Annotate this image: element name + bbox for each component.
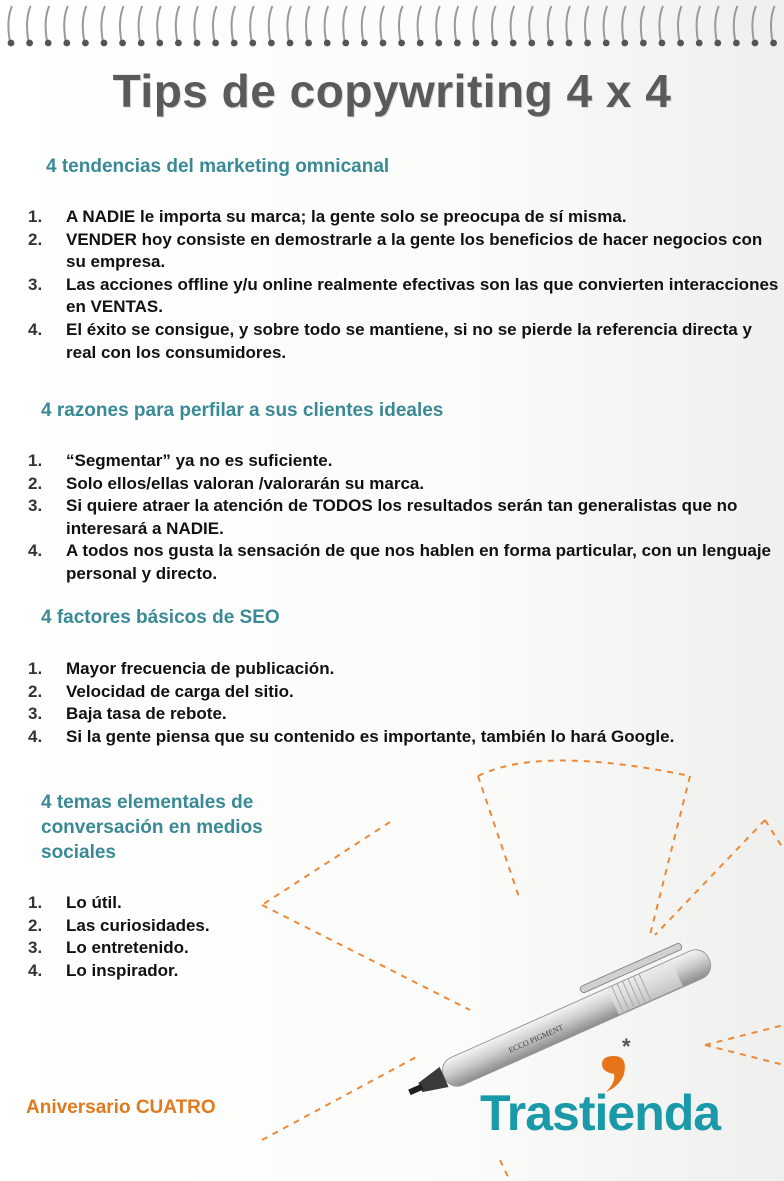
list-text: VENDER hoy consiste en demostrarle a la gente los beneficios de hacer negocios con su empresa. bbox=[66, 229, 763, 272]
spiral-ring bbox=[771, 6, 775, 42]
list-number: 3. bbox=[28, 938, 43, 958]
section-seo-factors bbox=[28, 605, 780, 748]
spiral-hole bbox=[342, 40, 349, 47]
list-number: 4. bbox=[28, 960, 43, 980]
spiral-hole bbox=[584, 40, 591, 47]
list-item bbox=[28, 450, 780, 473]
list-text: Velocidad de carga del sitio. bbox=[66, 681, 294, 701]
list-number: 2. bbox=[28, 681, 43, 701]
spiral-ring bbox=[8, 6, 12, 42]
spiral-hole bbox=[138, 40, 145, 47]
list-number: 1. bbox=[28, 893, 43, 912]
spiral-ring bbox=[362, 6, 366, 42]
section-list bbox=[28, 450, 780, 586]
svg-text:ECCO PIGMENT: ECCO PIGMENT bbox=[507, 1022, 565, 1055]
spiral-hole bbox=[491, 40, 498, 47]
spiral-hole bbox=[156, 40, 163, 47]
section-title: 4 razones para perfilar a sus clientes ideales bbox=[41, 400, 444, 421]
spiral-ring bbox=[120, 6, 124, 42]
spiral-hole bbox=[398, 40, 405, 47]
pen-illustration bbox=[392, 935, 752, 1105]
list-item bbox=[28, 892, 780, 915]
spiral-hole bbox=[380, 40, 387, 47]
list-text: Solo ellos/ellas valoran /valorarán su marca. bbox=[66, 473, 425, 493]
footer-anniversary-text: Aniversario CUATRO bbox=[26, 1097, 216, 1118]
spiral-hole bbox=[733, 40, 740, 47]
spiral-hole bbox=[547, 40, 554, 47]
spiral-hole bbox=[621, 40, 628, 47]
spiral-hole bbox=[659, 40, 666, 47]
list-item bbox=[28, 540, 780, 585]
svg-text:*: * bbox=[622, 1034, 631, 1059]
spiral-hole bbox=[435, 40, 442, 47]
spiral-ring bbox=[46, 6, 50, 42]
list-number: 3. bbox=[28, 704, 43, 724]
list-text: Si quiere atraer la atención de TODOS los resultados serán tan generalistas que no interesará a NADIE. bbox=[66, 496, 738, 538]
spiral-hole bbox=[510, 40, 517, 47]
spiral-ring bbox=[325, 6, 329, 42]
section-list bbox=[28, 206, 780, 364]
spiral-hole bbox=[305, 40, 312, 47]
list-text: Las curiosidades. bbox=[66, 915, 210, 935]
section-title: 4 factores básicos de SEO bbox=[41, 607, 280, 628]
list-number: 1. bbox=[28, 451, 43, 470]
section-omnichannel-trends bbox=[28, 154, 780, 364]
spiral-hole bbox=[82, 40, 89, 47]
spiral-hole bbox=[770, 40, 777, 47]
spiral-hole bbox=[101, 40, 108, 47]
section-ideal-clients bbox=[28, 398, 780, 586]
spiral-hole bbox=[454, 40, 461, 47]
spiral-ring bbox=[511, 6, 515, 42]
spiral-hole bbox=[231, 40, 238, 47]
list-text: Las acciones offline y/u online realmente efectivas son las que convierten interacciones en VENTAS. bbox=[66, 274, 779, 317]
spiral-hole bbox=[249, 40, 256, 47]
spiral-hole bbox=[287, 40, 294, 47]
list-number: 3. bbox=[28, 274, 43, 294]
spiral-hole bbox=[63, 40, 70, 47]
list-item bbox=[28, 726, 780, 749]
section-title: 4 temas elementales de conversación en medios sociales bbox=[41, 792, 263, 863]
spiral-ring bbox=[287, 6, 291, 42]
list-item bbox=[28, 319, 780, 364]
list-number: 4. bbox=[28, 319, 43, 339]
spiral-ring bbox=[101, 6, 105, 42]
spiral-hole bbox=[361, 40, 368, 47]
spiral-ring bbox=[64, 6, 68, 42]
list-text: Lo entretenido. bbox=[66, 938, 189, 958]
spiral-hole bbox=[603, 40, 610, 47]
spiral-ring bbox=[604, 6, 608, 42]
spiral-hole bbox=[26, 40, 33, 47]
list-item bbox=[28, 681, 780, 704]
spiral-ring bbox=[139, 6, 143, 42]
spiral-ring bbox=[697, 6, 701, 42]
spiral-ring bbox=[455, 6, 459, 42]
page-title: Tips de copywriting 4 x 4 bbox=[112, 65, 672, 117]
spiral-ring bbox=[213, 6, 217, 42]
list-item bbox=[28, 658, 780, 681]
section-list bbox=[28, 658, 780, 748]
spiral-hole bbox=[528, 40, 535, 47]
spiral-hole bbox=[473, 40, 480, 47]
list-text: “Segmentar” ya no es suficiente. bbox=[66, 451, 333, 470]
list-number: 4. bbox=[28, 541, 43, 561]
spiral-ring bbox=[436, 6, 440, 42]
spiral-ring bbox=[306, 6, 310, 42]
spiral-hole bbox=[677, 40, 684, 47]
list-item bbox=[28, 915, 780, 938]
spiral-ring bbox=[529, 6, 533, 42]
spiral-ring bbox=[399, 6, 403, 42]
list-text: A NADIE le importa su marca; la gente solo se preocupa de sí misma. bbox=[66, 207, 627, 226]
list-text: Baja tasa de rebote. bbox=[66, 704, 227, 724]
list-number: 1. bbox=[28, 207, 43, 226]
list-item bbox=[28, 274, 780, 319]
spiral-ring bbox=[585, 6, 589, 42]
list-item bbox=[28, 229, 780, 274]
list-text: Lo inspirador. bbox=[66, 960, 179, 980]
spiral-hole bbox=[175, 40, 182, 47]
list-number: 2. bbox=[28, 473, 43, 493]
spiral-hole bbox=[45, 40, 52, 47]
list-item bbox=[28, 495, 780, 540]
list-text: Lo útil. bbox=[66, 893, 122, 912]
brand-logo-text: Trastienda bbox=[480, 1085, 721, 1141]
spiral-ring bbox=[176, 6, 180, 42]
spiral-hole bbox=[566, 40, 573, 47]
list-item bbox=[28, 206, 780, 229]
spiral-ring bbox=[27, 6, 31, 42]
spiral-hole bbox=[640, 40, 647, 47]
list-number: 2. bbox=[28, 915, 43, 935]
spiral-ring bbox=[157, 6, 161, 42]
spiral-ring bbox=[380, 6, 384, 42]
spiral-binding bbox=[0, 0, 784, 52]
spiral-hole bbox=[268, 40, 275, 47]
spiral-ring bbox=[622, 6, 626, 42]
section-title: 4 tendencias del marketing omnicanal bbox=[46, 156, 390, 177]
spiral-hole bbox=[194, 40, 201, 47]
spiral-ring bbox=[659, 6, 663, 42]
spiral-ring bbox=[492, 6, 496, 42]
spiral-hole bbox=[752, 40, 759, 47]
spiral-ring bbox=[566, 6, 570, 42]
spiral-ring bbox=[473, 6, 477, 42]
list-number: 3. bbox=[28, 496, 43, 516]
spiral-hole bbox=[714, 40, 721, 47]
spiral-ring bbox=[418, 6, 422, 42]
list-item bbox=[28, 703, 780, 726]
spiral-ring bbox=[678, 6, 682, 42]
spiral-ring bbox=[343, 6, 347, 42]
spiral-hole bbox=[417, 40, 424, 47]
list-number: 4. bbox=[28, 726, 43, 746]
spiral-ring bbox=[548, 6, 552, 42]
list-text: Mayor frecuencia de publicación. bbox=[66, 659, 335, 678]
spiral-ring bbox=[83, 6, 87, 42]
spiral-ring bbox=[194, 6, 198, 42]
list-number: 1. bbox=[28, 659, 43, 678]
list-text: El éxito se consigue, y sobre todo se mantiene, si no se pierde la referencia directa y real con los consumidores. bbox=[66, 319, 752, 362]
spiral-ring bbox=[752, 6, 756, 42]
spiral-hole bbox=[119, 40, 126, 47]
spiral-ring bbox=[269, 6, 273, 42]
spiral-hole bbox=[696, 40, 703, 47]
spiral-ring bbox=[250, 6, 254, 42]
spiral-ring bbox=[641, 6, 645, 42]
list-text: A todos nos gusta la sensación de que nos hablen en forma particular, con un lenguaje personal y directo. bbox=[66, 541, 772, 583]
spiral-hole bbox=[212, 40, 219, 47]
list-text: Si la gente piensa que su contenido es importante, también lo hará Google. bbox=[66, 726, 675, 746]
spiral-ring bbox=[734, 6, 738, 42]
spiral-hole bbox=[324, 40, 331, 47]
list-item bbox=[28, 473, 780, 496]
list-number: 2. bbox=[28, 229, 43, 249]
spiral-hole bbox=[8, 40, 15, 47]
spiral-ring bbox=[715, 6, 719, 42]
spiral-ring bbox=[232, 6, 236, 42]
